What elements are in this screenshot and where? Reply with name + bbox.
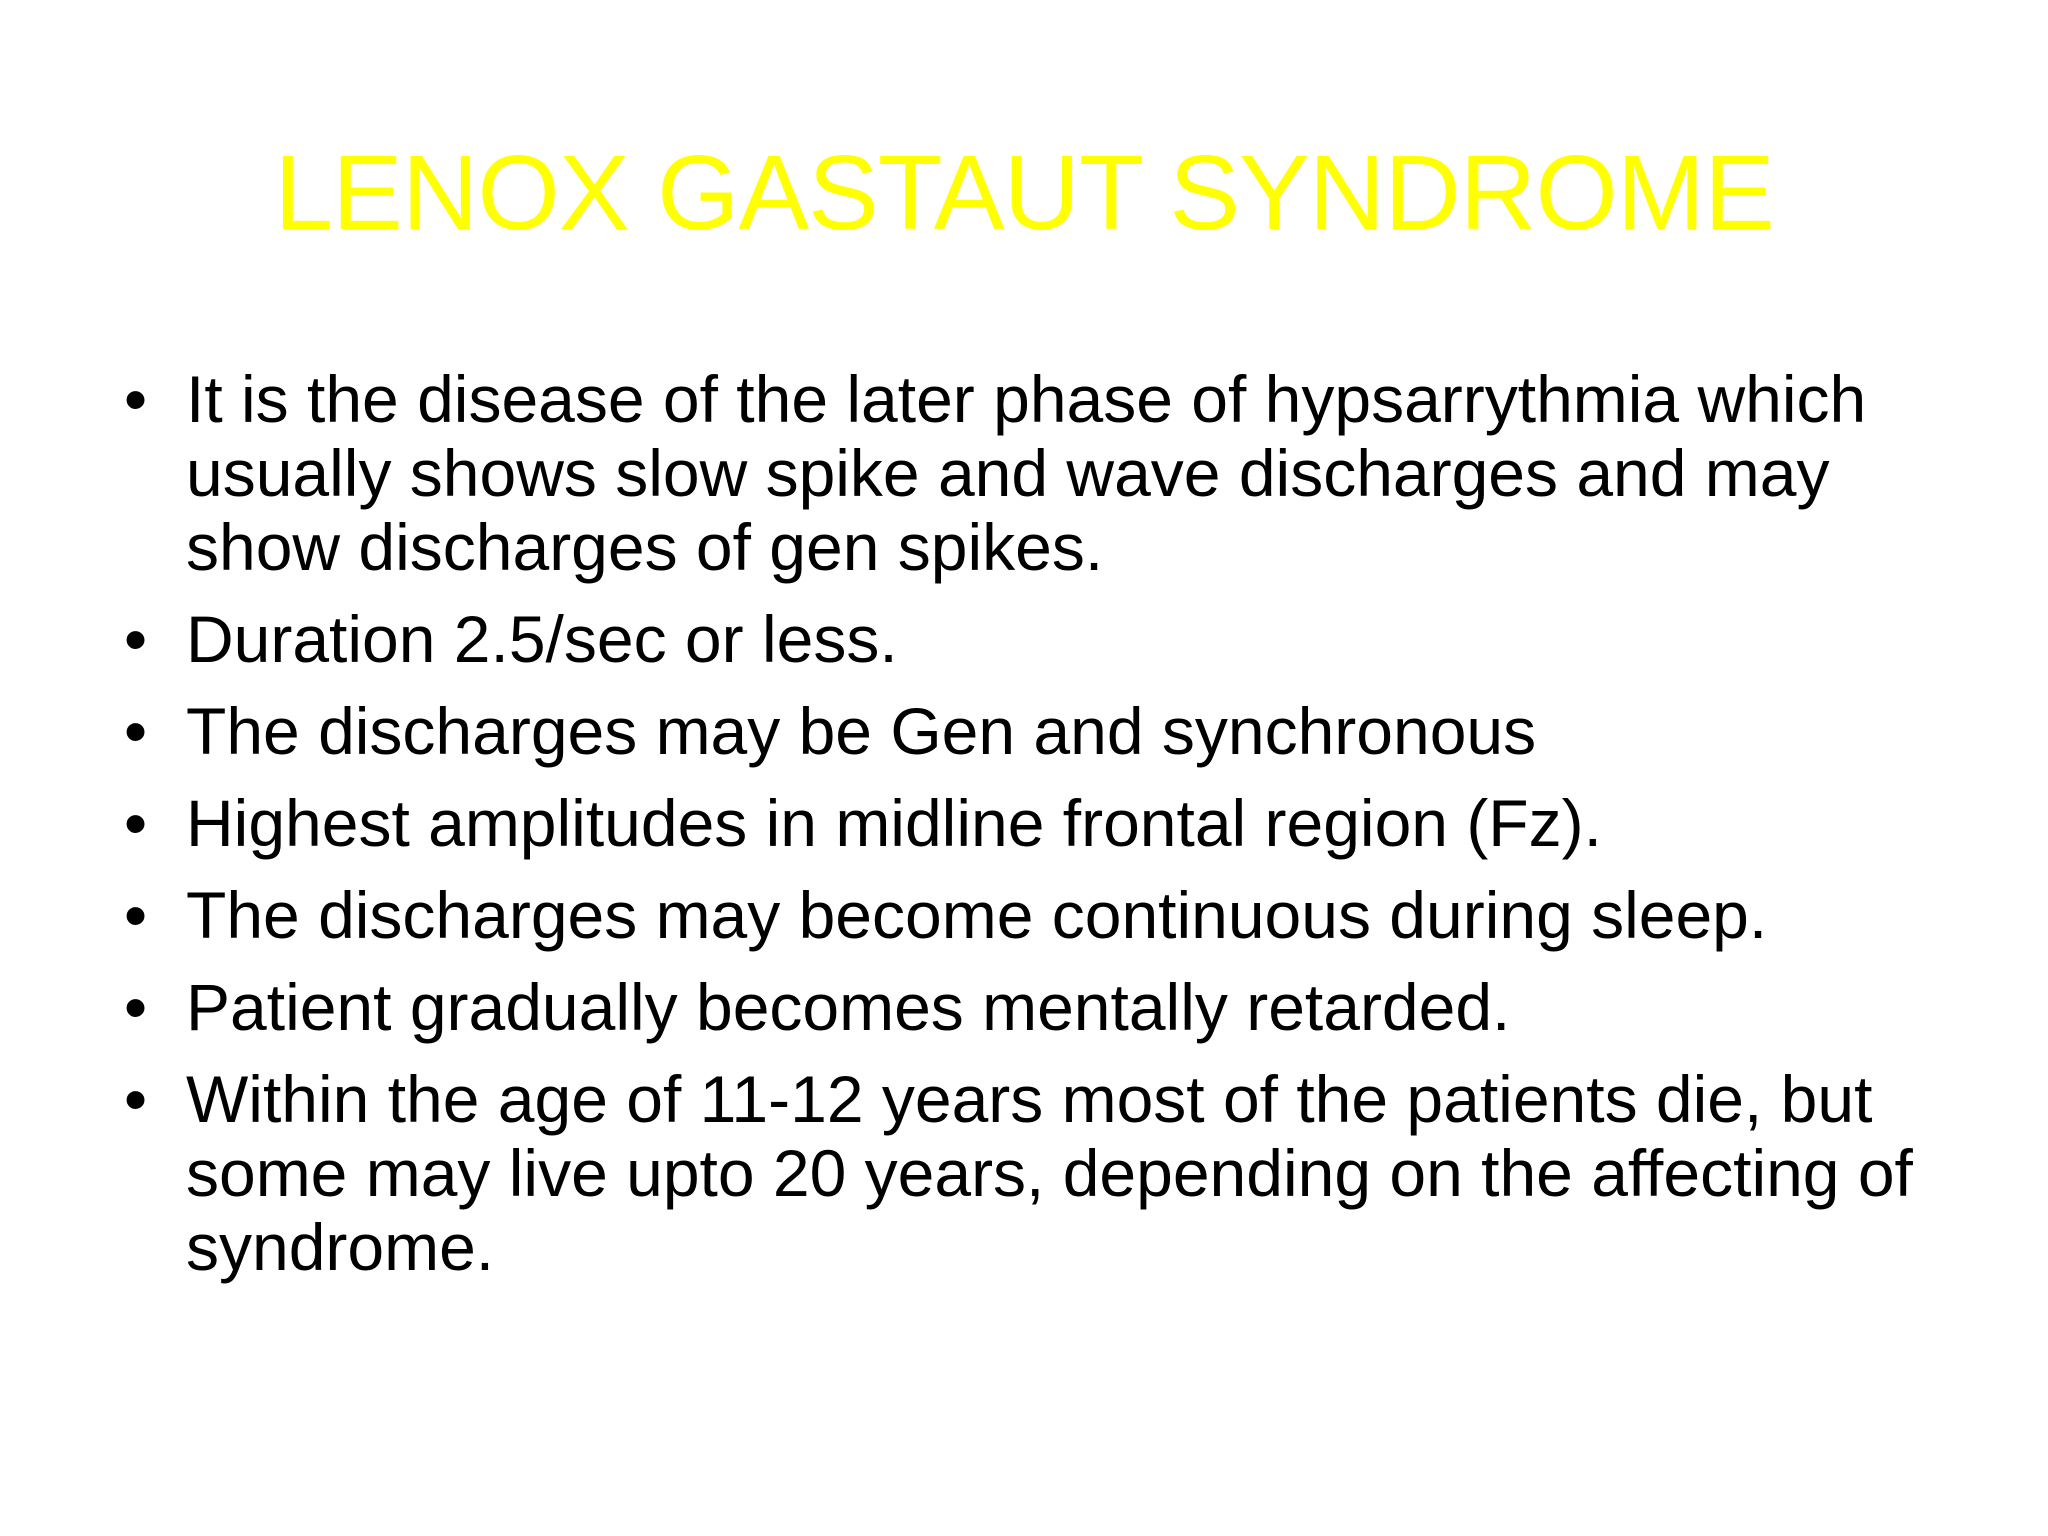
bullet-item: [124, 602, 1984, 676]
bullet-text: Duration 2.5/sec or less.: [186, 602, 898, 676]
bullet-dot-icon: •: [124, 878, 148, 952]
bullet-dot-icon: •: [124, 602, 148, 676]
bullet-item: [124, 1062, 1984, 1284]
bullet-text: The discharges may become continuous during sleep.: [186, 878, 1768, 952]
bullet-dot-icon: •: [124, 694, 148, 768]
bullet-text: It is the disease of the later phase of hypsarrythmia which usually shows slow spike and wave discharges and may show discharges of gen spikes.: [186, 362, 1867, 584]
bullet-dot-icon: •: [124, 970, 148, 1044]
bullet-dot-icon: •: [124, 786, 148, 860]
bullet-item: [124, 694, 1984, 768]
bullet-dot-icon: •: [124, 1062, 148, 1136]
bullet-item: [124, 362, 1984, 584]
bullet-text: The discharges may be Gen and synchronous: [186, 694, 1537, 768]
bullet-list: [124, 362, 1984, 1302]
bullet-item: [124, 878, 1984, 952]
bullet-text: Patient gradually becomes mentally retarded.: [186, 970, 1511, 1044]
bullet-text: Highest amplitudes in midline frontal region (Fz).: [186, 786, 1602, 860]
bullet-dot-icon: •: [124, 362, 148, 436]
bullet-text: Within the age of 11-12 years most of the patients die, but some may live upto 20 years, depending on the affecting of syndrome.: [186, 1062, 1913, 1284]
bullet-item: [124, 786, 1984, 860]
bullet-item: [124, 970, 1984, 1044]
slide-title: LENOX GASTAUT SYNDROME: [274, 134, 1774, 252]
